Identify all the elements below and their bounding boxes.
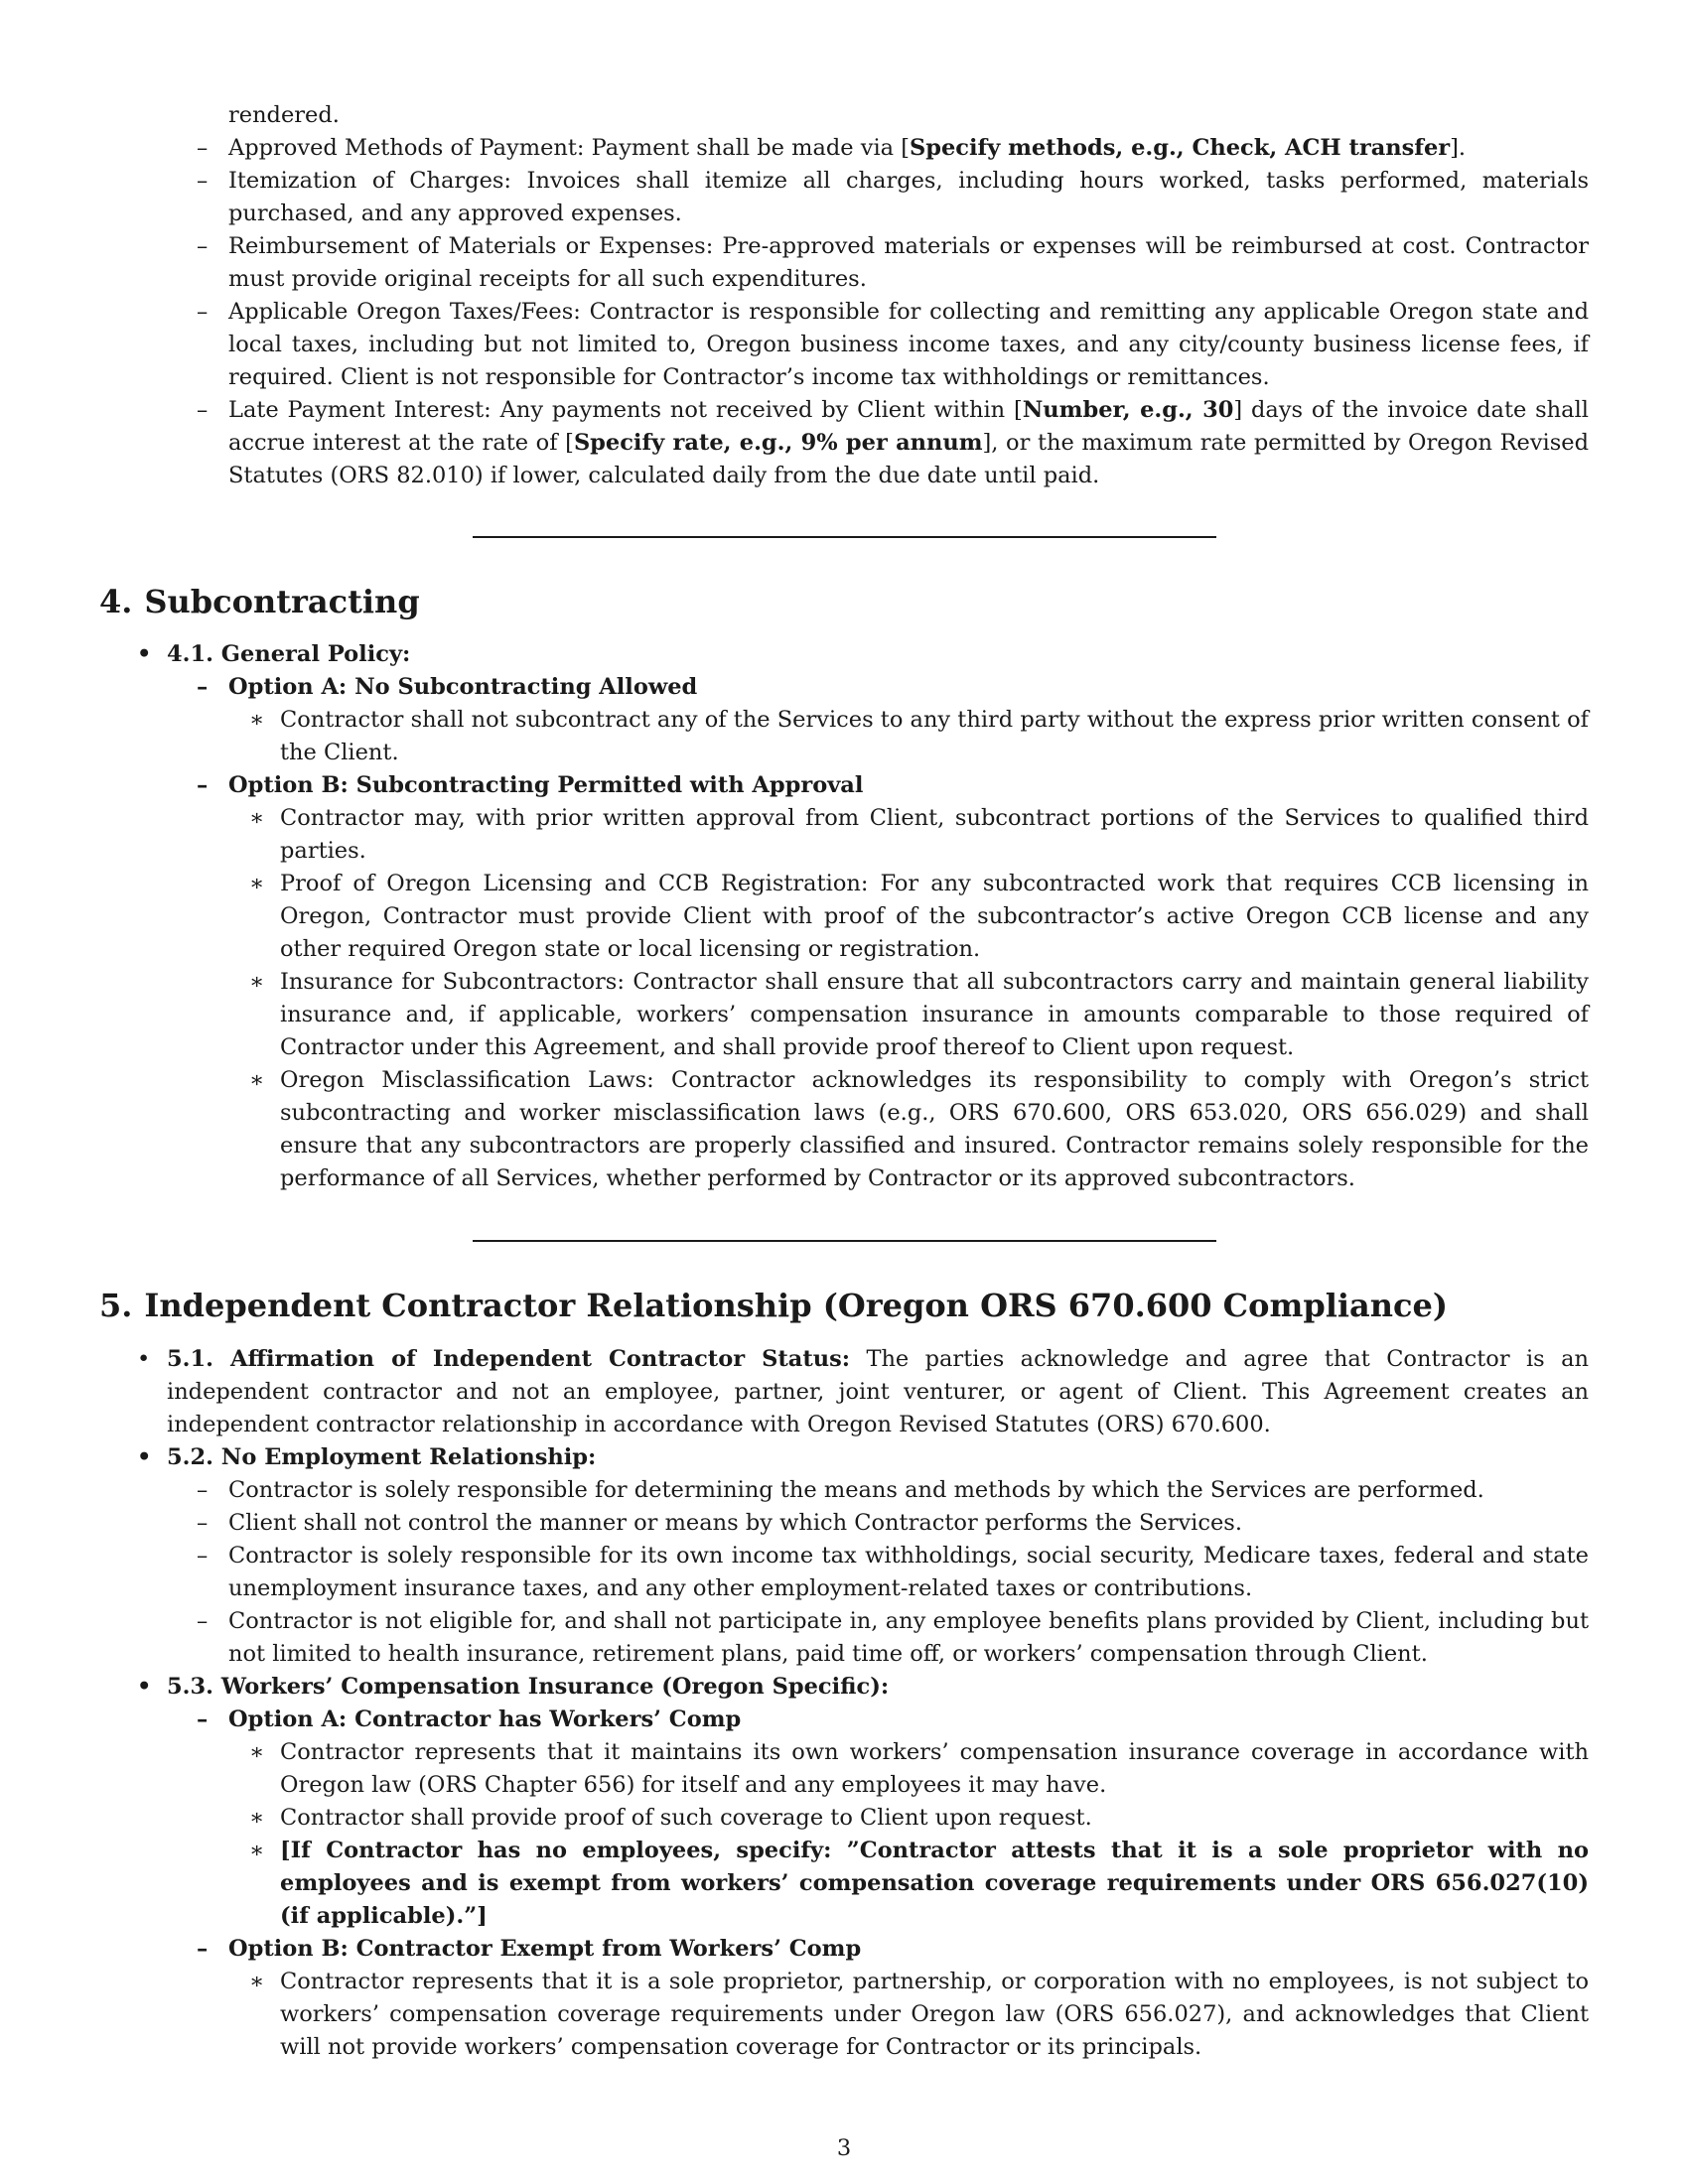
section-title: Independent Contractor Relationship (Oregon ORS 670.600 Compliance) — [144, 1287, 1448, 1324]
list-item — [0, 966, 1688, 1064]
list-item — [0, 1507, 1688, 1540]
dash-marker: – — [197, 1608, 209, 1634]
bullet-marker: • — [137, 641, 152, 667]
item-text: ], or the maximum rate permitted by Oregon Revised Statutes (ORS 82.010) if lower, calculated daily from the due date until paid. — [228, 430, 1589, 488]
section-divider — [473, 1240, 1216, 1242]
bullet-marker: • — [137, 1444, 152, 1470]
list-item-late-payment — [0, 394, 1688, 492]
list-item — [0, 802, 1688, 868]
item-text: Contractor represents that it is a sole proprietor, partnership, or corporation with no employees, is not subject to workers’ compensation coverage requirements under Oregon law (ORS 656.027), and acknowledges that Client will not provide workers’ compensation coverage for Contractor or its principals. — [280, 1969, 1589, 2060]
section-number: 5. — [99, 1287, 133, 1324]
star-marker: ∗ — [249, 707, 265, 733]
item-text: Contractor is not eligible for, and shall not participate in, any employee benefits plans provided by Client, including but not limited to health insurance, retirement plans, paid time off, or workers’ compensation through Client. — [228, 1608, 1589, 1667]
section-divider — [473, 536, 1216, 538]
subsection-5-3 — [0, 1671, 1688, 1704]
option-b-heading — [0, 769, 1688, 802]
star-marker: ∗ — [249, 1739, 265, 1765]
star-marker: ∗ — [249, 969, 265, 995]
section-number: 4. — [99, 583, 133, 620]
subsection-label: 4.1. General Policy: — [167, 641, 411, 667]
item-text: Oregon Misclassification Laws: Contractor acknowledges its responsibility to comply with Oregon’s strict subcontracting and worker misclassification laws (e.g., ORS 670.600, ORS 653.020, ORS 656.029) and shall ensure that any subcontractors are properly classified and insured. Contractor remains solely responsible for the performance of all Services, whether performed by Contractor or its approved subcontractors. — [280, 1067, 1589, 1191]
list-item-reimbursement — [0, 230, 1688, 296]
placeholder-text: Specify rate, e.g., 9% per annum — [573, 430, 983, 456]
option-label: Option B: Subcontracting Permitted with Approval — [228, 772, 864, 798]
section-heading-independent-contractor — [99, 1286, 1448, 1325]
item-text: Contractor is solely responsible for its own income tax withholdings, social security, Medicare taxes, federal and state unemployment insurance taxes, and any other employment-related taxes or contributions. — [228, 1543, 1589, 1601]
placeholder-text: Specify methods, e.g., Check, ACH transfer — [910, 135, 1451, 161]
item-text: Contractor shall not subcontract any of the Services to any third party without the express prior written consent of the Client. — [280, 707, 1589, 765]
star-marker: ∗ — [249, 1969, 265, 1994]
subsection-5-1 — [0, 1343, 1688, 1441]
section3-continuation — [0, 99, 1688, 492]
dash-marker: – — [197, 135, 209, 161]
list-item-itemization — [0, 165, 1688, 230]
page-number: 3 — [836, 2135, 852, 2161]
list-item-oregon-taxes — [0, 296, 1688, 394]
item-text: Late Payment Interest: Any payments not received by Client within [ — [228, 397, 1023, 423]
bullet-marker: • — [137, 1674, 152, 1700]
list-item-payment-methods — [0, 132, 1688, 165]
star-marker: ∗ — [249, 871, 265, 896]
dash-marker: – — [197, 772, 209, 798]
section-heading-subcontracting — [99, 582, 420, 621]
subsection-label: 5.1. Affirmation of Independent Contractor Status: — [167, 1346, 851, 1372]
item-text: Contractor may, with prior written approval from Client, subcontract portions of the Services to qualified third parties. — [280, 805, 1589, 864]
list-item — [0, 1605, 1688, 1671]
dash-marker: – — [197, 1936, 209, 1962]
option-a-heading — [0, 1704, 1688, 1736]
item-text: Reimbursement of Materials or Expenses: Pre-approved materials or expenses will be reimbursed at cost. Contractor must provide original receipts for all such expenditures. — [228, 233, 1589, 292]
subsection-5-2 — [0, 1441, 1688, 1474]
dash-marker: – — [197, 674, 209, 700]
dash-marker: – — [197, 1706, 209, 1732]
item-text: Insurance for Subcontractors: Contractor shall ensure that all subcontractors carry and maintain general liability insurance and, if applicable, workers’ compensation insurance in amounts comparable to those required of Contractor under this Agreement, and shall provide proof thereof to Client upon request. — [280, 969, 1589, 1060]
option-label: Option A: Contractor has Workers’ Comp — [228, 1706, 742, 1732]
section4-body — [0, 638, 1688, 1195]
list-item — [0, 704, 1688, 769]
placeholder-text: Number, e.g., 30 — [1022, 397, 1234, 423]
dash-marker: – — [197, 1543, 209, 1569]
list-item — [0, 1064, 1688, 1195]
item-text: Proof of Oregon Licensing and CCB Registration: For any subcontracted work that requires CCB licensing in Oregon, Contractor must provide Client with proof of the subcontractor’s active Oregon CCB license and any other required Oregon state or local licensing or registration. — [280, 871, 1589, 962]
item-text: Applicable Oregon Taxes/Fees: Contractor is responsible for collecting and remitting any applicable Oregon state and local taxes, including but not limited to, Oregon business income taxes, and any city/county business license fees, if required. Client is not responsible for Contractor’s income tax withholdings or remittances. — [228, 299, 1589, 390]
list-item — [0, 1966, 1688, 2064]
star-marker: ∗ — [249, 1805, 265, 1831]
option-label: Option A: No Subcontracting Allowed — [228, 674, 698, 700]
item-text: [If Contractor has no employees, specify: ”Contractor attests that it is a sole proprietor with no employees and is exempt from workers’ compensation coverage requirements under ORS 656.027(10) (if applicable).”] — [280, 1838, 1589, 1929]
dash-marker: – — [197, 397, 209, 423]
item-text: Contractor shall provide proof of such coverage to Client upon request. — [280, 1805, 1092, 1831]
list-item — [0, 1736, 1688, 1802]
section5-body — [0, 1343, 1688, 2064]
list-item — [0, 1802, 1688, 1835]
star-marker: ∗ — [249, 805, 265, 831]
list-item — [0, 868, 1688, 966]
star-marker: ∗ — [249, 1838, 265, 1863]
dash-marker: – — [197, 1510, 209, 1536]
list-item — [0, 1540, 1688, 1605]
dash-marker: – — [197, 299, 209, 325]
item-text: Approved Methods of Payment: Payment shall be made via [ — [228, 135, 910, 161]
list-item-bold-placeholder — [0, 1835, 1688, 1933]
bullet-marker: • — [137, 1346, 151, 1372]
option-label: Option B: Contractor Exempt from Workers’ Comp — [228, 1936, 862, 1962]
item-text: ] days of the invoice date shall accrue interest at the rate of [ — [228, 397, 1589, 456]
option-a-heading — [0, 671, 1688, 704]
subsection-4-1 — [0, 638, 1688, 671]
subsection-label: 5.3. Workers’ Compensation Insurance (Oregon Specific): — [167, 1674, 890, 1700]
list-item — [0, 1474, 1688, 1507]
dash-marker: – — [197, 168, 209, 194]
item-text: The parties acknowledge and agree that Contractor is an independent contractor and not an employee, partner, joint venturer, or agent of Client. This Agreement creates an independent contractor relationship in accordance with Oregon Revised Statutes (ORS) 670.600. — [167, 1346, 1589, 1437]
dash-marker: – — [197, 233, 209, 259]
item-text: Contractor represents that it maintains its own workers’ compensation insurance coverage in accordance with Oregon law (ORS Chapter 656) for itself and any employees it may have. — [280, 1739, 1589, 1798]
item-text: Itemization of Charges: Invoices shall itemize all charges, including hours worked, tasks performed, materials purchased, and any approved expenses. — [228, 168, 1589, 226]
section-title: Subcontracting — [144, 583, 420, 620]
item-text: Contractor is solely responsible for determining the means and methods by which the Services are performed. — [228, 1477, 1484, 1503]
star-marker: ∗ — [249, 1067, 265, 1093]
subsection-label: 5.2. No Employment Relationship: — [167, 1444, 597, 1470]
dash-marker: – — [197, 1477, 209, 1503]
option-b-heading — [0, 1933, 1688, 1966]
item-text: Client shall not control the manner or means by which Contractor performs the Services. — [228, 1510, 1242, 1536]
item-text: ]. — [1450, 135, 1467, 161]
continuation-text: rendered. — [228, 102, 340, 128]
